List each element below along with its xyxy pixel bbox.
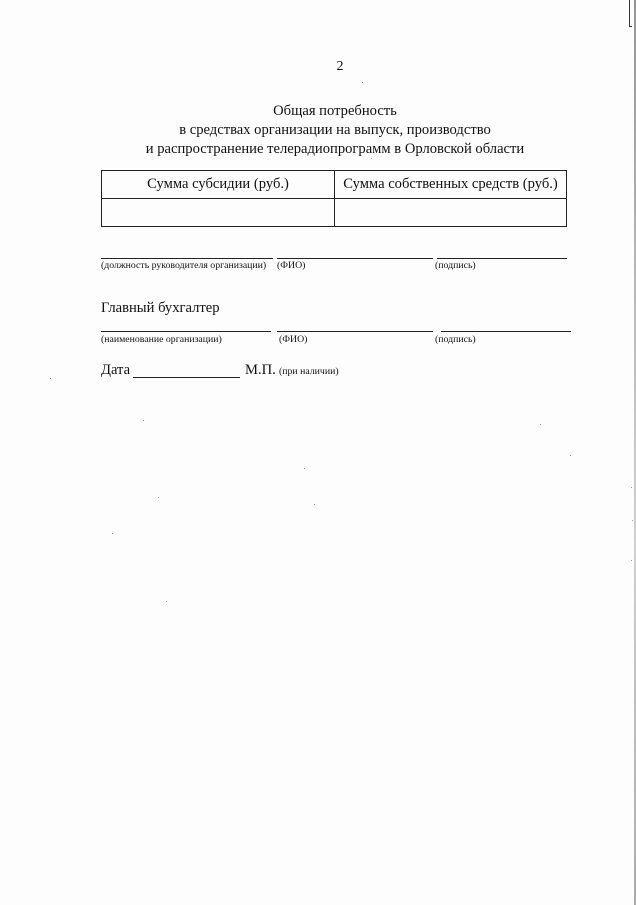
caption-accountant-signature: (подпись) <box>435 334 476 345</box>
signature-line[interactable] <box>437 258 567 259</box>
caption-position: (должность руководителя организации) <box>101 260 267 271</box>
caption-org: (наименование организации) <box>101 334 222 345</box>
table-header-row <box>102 171 567 199</box>
page-number: 2 <box>336 59 344 74</box>
scan-speck <box>631 487 632 488</box>
needs-table <box>101 170 567 227</box>
header-subsidy: Сумма субсидии (руб.) <box>102 171 335 199</box>
date-line[interactable] <box>133 377 240 378</box>
table-row <box>102 199 567 227</box>
title-line-2: в средствах организации на выпуск, производство <box>179 122 491 138</box>
scan-speck <box>632 520 633 521</box>
accountant-signature-line[interactable] <box>441 331 571 332</box>
name-line[interactable] <box>277 258 433 259</box>
scan-speck <box>570 455 571 456</box>
accountant-name-line[interactable] <box>277 331 433 332</box>
scan-speck <box>314 504 315 505</box>
scan-speck <box>50 378 51 379</box>
caption-signature: (подпись) <box>435 260 476 271</box>
title-line-1: Общая потребность <box>273 103 397 119</box>
scan-speck <box>540 424 541 425</box>
scan-speck <box>362 82 363 83</box>
caption-accountant-name: (ФИО) <box>279 334 308 345</box>
stamp-label: М.П. <box>245 362 276 378</box>
stamp-note: (при наличии) <box>279 366 339 377</box>
header-own-funds: Сумма собственных средств (руб.) <box>335 171 567 199</box>
scan-speck <box>304 468 305 469</box>
scan-speck <box>631 560 632 561</box>
date-label: Дата <box>101 362 131 378</box>
scan-corner-mark <box>629 0 630 26</box>
position-line[interactable] <box>101 258 273 259</box>
scan-speck <box>158 497 159 498</box>
title-line-3: и распространение телерадиопрограмм в Орловской области <box>145 141 525 157</box>
cell-subsidy-amount[interactable] <box>102 199 335 227</box>
accountant-heading: Главный бухгалтер <box>101 300 220 316</box>
caption-name: (ФИО) <box>277 260 306 271</box>
scan-speck <box>143 420 144 421</box>
scan-speck <box>112 533 113 534</box>
cell-own-funds-amount[interactable] <box>335 199 567 227</box>
document-title <box>0 102 636 159</box>
scan-speck <box>166 601 167 602</box>
scan-speck <box>371 158 372 159</box>
scan-corner-mark-tick <box>629 26 632 27</box>
org-name-line[interactable] <box>101 331 271 332</box>
